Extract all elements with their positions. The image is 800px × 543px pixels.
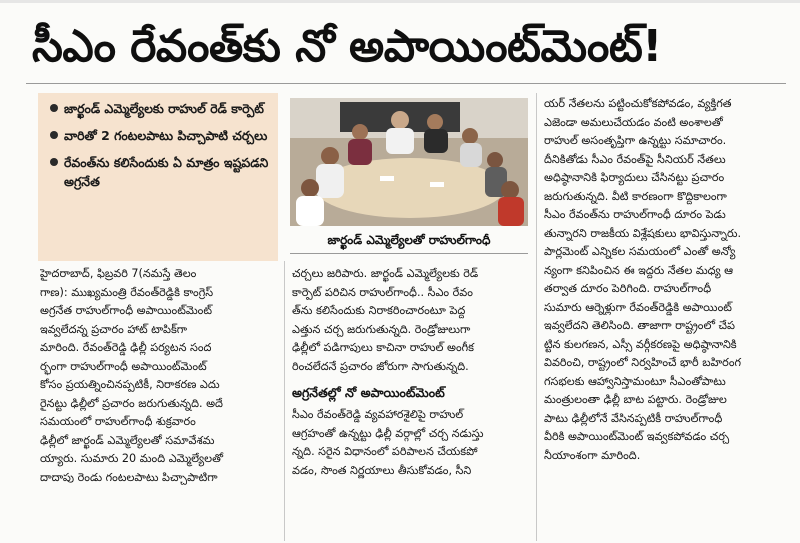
text-line: జరుగుతున్నది. వీటి కారణంగా కొద్దికాలంగా <box>544 189 727 203</box>
text-line: గాణ): ముఖ్యమంత్రి రేవంత్‌రెడ్డికి కాంగ్రెస్ <box>40 285 214 299</box>
text-line: ఎజెండా అమలుచేయడం వంటి అంశాలతో <box>544 115 723 129</box>
text-line: సీఎం రేవంత్‌ను రాహుల్‌గాంధీ దూరం పెడు <box>544 208 726 221</box>
text-line: ఇవ్వలేదన్న ప్రచారం హాట్ టాపిక్‌గా <box>40 322 188 336</box>
text-line: వివరించి, రాష్ట్రంలో నిర్వహించే భారీ బహిరంగ <box>544 356 742 369</box>
text-line: మారింది. రేవంత్‌రెడ్డి ఢిల్లీ పర్యటన సంద <box>40 341 212 354</box>
text-line: అగ్రనేత రాహుల్‌గాంధీ అపాయింట్‌మెంట్ <box>40 304 212 317</box>
news-photo <box>290 98 528 226</box>
text-line: ఢిల్లీలో జార్ఖండ్ ఎమ్మెల్యేలతో సమావేశమ <box>40 433 215 447</box>
text-line: ఎత్తున చర్చ జరుగుతున్నది. రెండ్రోజులుగా <box>292 322 471 336</box>
article-column-3 <box>544 95 784 541</box>
column-divider <box>536 93 537 541</box>
bullet-icon <box>50 104 58 112</box>
subheading: అగ్రనేతల్లో నో అపాయింట్‌మెంట్ <box>292 385 445 400</box>
text-line: సమయంలో రాహుల్‌గాంధీ శుక్రవారం <box>40 415 196 428</box>
highlight-text: రేవంత్‌ను కలిసేందుకు ఏ మాత్రం ఇష్టపడని అగ్రనేత <box>64 155 269 189</box>
caption-rule <box>290 253 528 254</box>
text-line: మంత్రులంతా ఢిల్లీ బాట పట్టారు. రెండ్రోజుల <box>544 393 727 406</box>
article-column-2 <box>292 265 530 541</box>
text-line: సుమారు ఆర్నెళ్లుగా రేవంత్‌రెడ్డికి అపాయింట్ <box>544 300 732 314</box>
column-divider <box>284 261 285 541</box>
text-line: ట్టిన కులగణన, ఎస్సీ వర్గీకరణపై అధిష్ఠానానికి <box>544 337 737 351</box>
text-line: రైనట్టు ఢిల్లీలో ప్రచారం జరుగుతున్నది. అదే <box>40 396 223 410</box>
text-line: ర్భంగా రాహుల్‌గాంధీ అపాయింట్‌మెంట్ <box>40 359 207 373</box>
highlight-item <box>50 126 272 145</box>
photo-caption: జార్ఖండ్ ఎమ్మెల్యేలతో రాహుల్‌గాంధీ <box>327 233 491 247</box>
text-line: య్యారు. సుమారు 20 మంది ఎమ్మెల్యేలతో <box>40 452 224 465</box>
headline: సీఎం రేవంత్‌కు నో అపాయింట్‌మెంట్! <box>32 21 662 72</box>
meeting-photo-illustration <box>290 98 528 226</box>
highlight-item <box>50 99 272 118</box>
highlight-item <box>50 153 272 191</box>
text-line: ఇవ్వలేదని తెలిసింది. తాజాగా రాష్ట్రంలో చేప <box>544 319 735 332</box>
text-line: త్‌ను కలిసేందుకు నిరాకరించారంటూ పెద్ద <box>292 304 466 317</box>
text-line: ఆగ్రహంతో ఉన్నట్టు ఢిల్లీ వర్గాల్లో చర్చ నడుస్తు <box>292 426 484 440</box>
text-line: పాటు ఢిల్లీలోనే వేసినప్పటికీ రాహుల్‌గాంధీ <box>544 411 723 425</box>
text-line: హైదరాబాద్, ఫిబ్రవరి 7(నమస్తే తెలం <box>40 267 197 280</box>
text-line: ఢిల్లీలో పడిగాపులు కాచినా రాహుల్ అంగీక <box>292 341 475 354</box>
highlight-text: జార్ఖండ్ ఎమ్మెల్యేలకు రాహుల్ రెడ్ కార్పెట్ <box>64 101 264 116</box>
bullet-icon <box>50 158 58 166</box>
text-line: న్నది. సరైన విధానంలో పరిపాలన చేయకపో <box>292 445 478 458</box>
article-column-1 <box>40 265 278 541</box>
text-line: తున్నారని రాజకీయ విశ్లేషకులు భావిస్తున్నారు. <box>544 226 742 240</box>
text-line: వడం, సొంత నిర్ణయాలు తీసుకోవడం, సీని <box>292 463 472 477</box>
highlight-text: వారితో 2 గంటలపాటు పిచ్చాపాటి చర్చలు <box>64 128 268 143</box>
text-line: దీనికితోడు సీఎం రేవంత్‌పై సీనియర్ నేతలు <box>544 152 726 166</box>
bullet-icon <box>50 131 58 139</box>
text-line: సీఎం రేవంత్‌రెడ్డి వ్యవహారశైలిపై రాహుల్ <box>292 408 464 421</box>
text-line: తర్వాత దూరం పెరిగింది. రాహుల్‌గాంధీ <box>544 282 712 295</box>
text-line: రించలేదనే ప్రచారం జోరుగా సాగుతున్నది. <box>292 359 469 373</box>
text-line: వీరికి అపాయింట్‌మెంట్ ఇవ్వకపోవడం చర్చ <box>544 430 730 443</box>
text-line: కోసం ప్రయత్నించినప్పటికీ, నిరాకరణ ఎదు <box>40 378 220 391</box>
text-line: రాహుల్ అసంతృప్తిగా ఉన్నట్టు సమాచారం. <box>544 134 727 147</box>
highlights-box <box>38 93 278 261</box>
text-line: చర్చలు జరిపారు. జార్ఖండ్ ఎమ్మెల్యేలకు రెడ్ <box>292 267 479 280</box>
text-line: అధిష్ఠానానికి ఫిర్యాదులు చేసినట్టు ప్రచారం <box>544 171 725 184</box>
text-line: కార్పెట్ పరిచిన రాహుల్‌గాంధీ.. సీఎం రేవం <box>292 285 473 299</box>
text-line: నీయాంశంగా మారింది. <box>544 448 641 462</box>
text-line: యర్ నేతలను పట్టించుకోకపోవడం, వ్యక్తిగత <box>544 97 732 110</box>
headline-rule <box>26 83 786 84</box>
text-line: పార్లమెంట్ ఎన్నికల సమయంలో ఎంతో అన్యో <box>544 245 736 258</box>
text-line: దాదాపు రెండు గంటలపాటు పిచ్చాపాటిగా <box>40 470 218 484</box>
text-line: గసభలకు ఆహ్వానిస్తామంటూ సీఎంతోపాటు <box>544 374 726 388</box>
text-line: న్యంగా కనిపించిన ఈ ఇద్దరు నేతల మధ్య ఆ <box>544 263 734 277</box>
